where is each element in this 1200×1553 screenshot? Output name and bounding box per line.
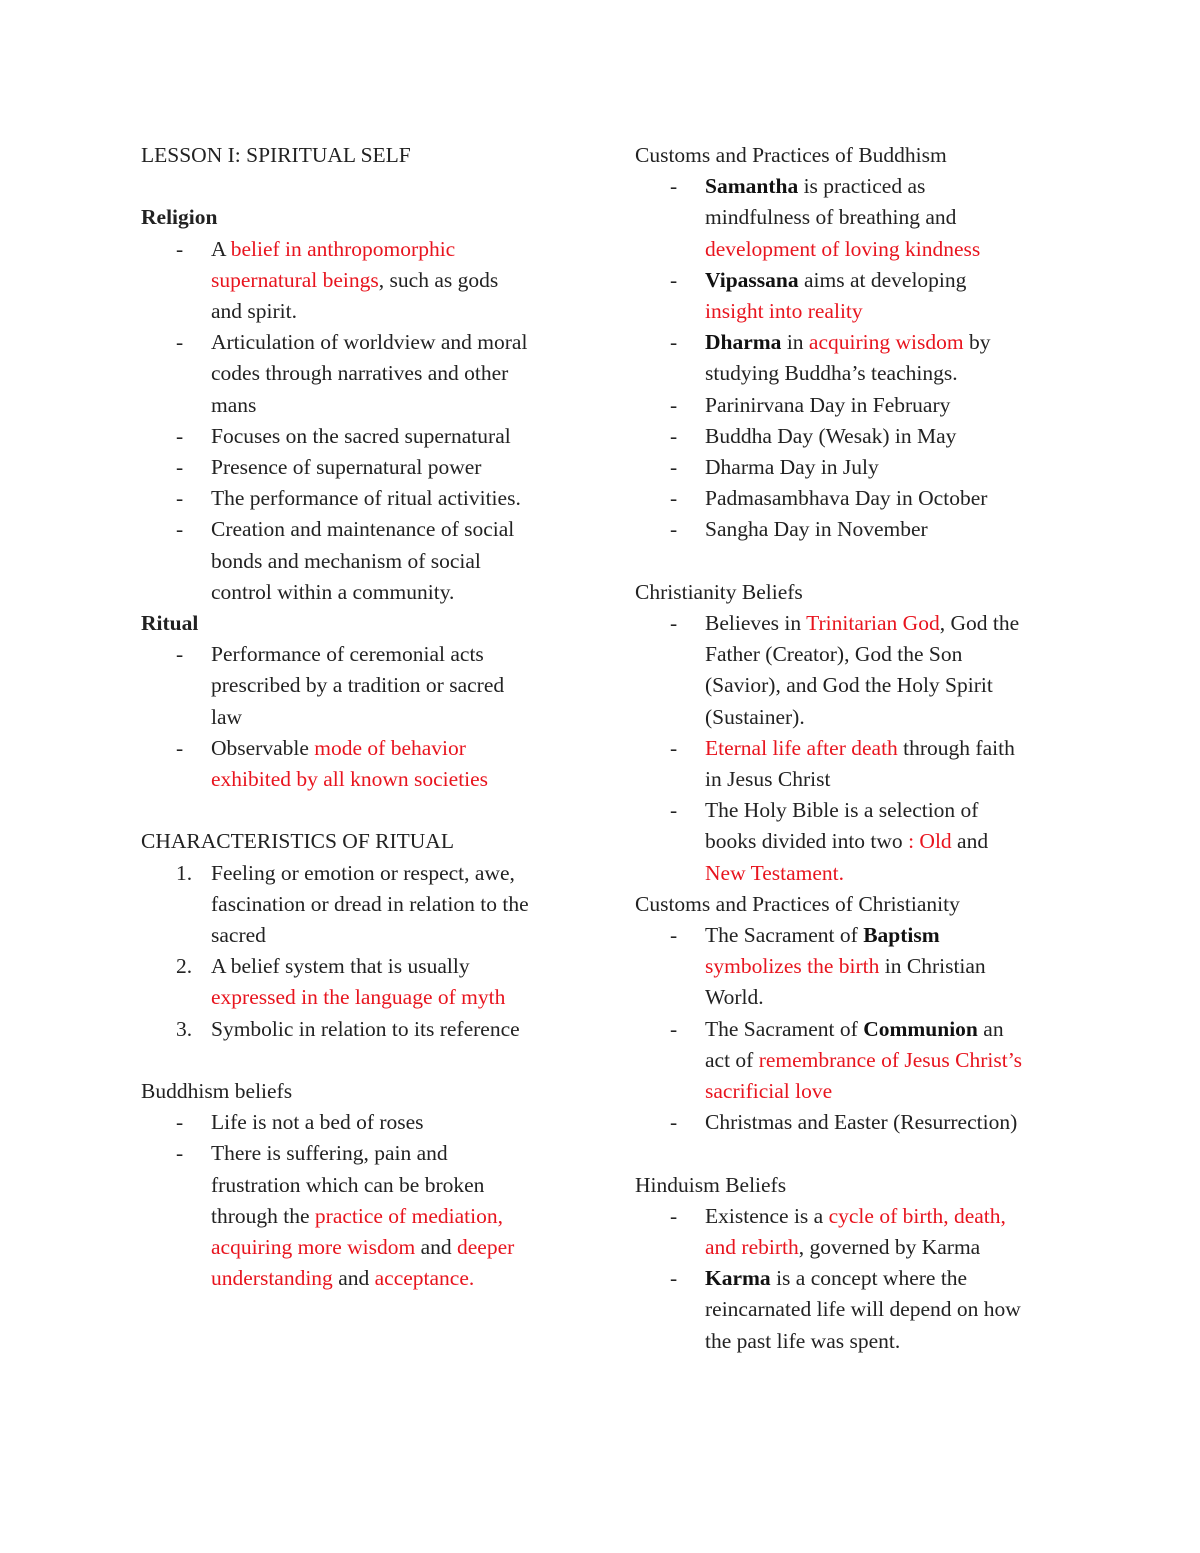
list-item (141, 733, 581, 795)
list-item-text: The Holy Bible is a selection of books divided into two : Old and New Testament. (705, 798, 989, 885)
list-item-text: Sangha Day in November (705, 517, 928, 542)
list-item-text: Eternal life after death through faith in Jesus Christ (705, 735, 1015, 792)
highlighted-text: mode of behavior (314, 735, 466, 760)
blank-line (141, 795, 581, 826)
list-number: 3. (176, 1016, 193, 1041)
highlighted-text: deeper (457, 1235, 515, 1260)
highlighted-text: : Old (908, 829, 952, 854)
list-item (141, 234, 581, 328)
bullet-list (635, 920, 1075, 1138)
bullet-dash: - (670, 330, 678, 355)
list-item (635, 1014, 1075, 1108)
list-item (635, 733, 1075, 795)
list-item-text: Feeling or emotion or respect, awe, fascination or dread in relation to the sacred (211, 860, 529, 948)
bullet-dash: - (176, 486, 184, 511)
list-item (141, 483, 581, 514)
bullet-dash: - (670, 923, 678, 948)
list-item (635, 1201, 1075, 1263)
list-item-text: Parinirvana Day in February (705, 392, 951, 417)
list-item-text: Performance of ceremonial acts prescribed by a tradition or sacred law (211, 642, 505, 729)
list-item-text: There is suffering, pain and frustration which can be broken through the practice of mediation, acquiring more wisdom and deeper understanding and acceptance. (211, 1141, 515, 1291)
heading-ritual: Ritual (141, 611, 199, 636)
list-item (635, 265, 1075, 327)
highlighted-text: symbolizes the birth (705, 954, 880, 979)
list-item-text: Life is not a bed of roses (211, 1110, 424, 1135)
list-item (635, 920, 1075, 1014)
heading-lesson-i-spiritual-self: LESSON I: SPIRITUAL SELF (141, 143, 411, 167)
list-item-text: Padmasambhava Day in October (705, 486, 988, 511)
list-item (635, 608, 1075, 733)
bullet-dash: - (670, 517, 678, 542)
blank-line (141, 171, 581, 202)
list-item-text: The Sacrament of Baptism symbolizes the birth in Christian World. (705, 923, 986, 1010)
list-item (635, 390, 1075, 421)
highlighted-text: and rebirth (705, 1235, 799, 1260)
list-number: 1. (176, 860, 193, 885)
blank-line (635, 546, 1075, 577)
bullet-dash: - (670, 735, 678, 760)
bullet-list (635, 171, 1075, 545)
list-item (635, 327, 1075, 389)
bold-term: Communion (863, 1016, 978, 1041)
list-item (141, 951, 581, 1013)
blank-line (141, 1045, 581, 1076)
bullet-list (141, 234, 581, 608)
list-item-text: Creation and maintenance of social bonds and mechanism of social control within a community. (211, 517, 515, 604)
list-item (635, 514, 1075, 545)
bullet-dash: - (176, 330, 184, 355)
highlighted-text: cycle of birth, death, (828, 1203, 1006, 1228)
heading-hinduism-beliefs: Hinduism Beliefs (635, 1172, 787, 1197)
bullet-dash: - (176, 735, 184, 760)
highlighted-text: New Testament. (705, 860, 845, 885)
bullet-dash: - (176, 236, 184, 261)
list-item (141, 327, 581, 421)
list-item-text: Observable mode of behavior exhibited by all known societies (211, 735, 489, 792)
highlighted-text: insight into reality (705, 299, 863, 324)
heading-buddhism-beliefs: Buddhism beliefs (141, 1079, 293, 1104)
highlighted-text: sacrificial love (705, 1079, 833, 1104)
list-item-text: Symbolic in relation to its reference (211, 1016, 520, 1041)
list-item (635, 1263, 1075, 1357)
list-item-text: Existence is a cycle of birth, death, and rebirth, governed by Karma (705, 1203, 1006, 1260)
highlighted-text: belief in anthropomorphic (230, 236, 456, 261)
list-item-text: The performance of ritual activities. (211, 486, 521, 511)
list-item (141, 421, 581, 452)
highlighted-text: development of loving kindness (705, 236, 981, 261)
list-item (141, 858, 581, 952)
bullet-dash: - (670, 1110, 678, 1135)
highlighted-text: acquiring more wisdom (211, 1235, 416, 1260)
highlighted-text: understanding (211, 1266, 333, 1291)
list-item-text: Karma is a concept where the reincarnated life will depend on how the past life was spent. (705, 1266, 1021, 1353)
bold-term: Karma (705, 1266, 771, 1291)
list-item-text: Dharma in acquiring wisdom by studying Buddha’s teachings. (705, 330, 991, 386)
bullet-list (141, 639, 581, 795)
heading-customs-and-practices-of-buddhism: Customs and Practices of Buddhism (635, 143, 947, 167)
bold-term: Dharma (705, 330, 782, 355)
list-item-text: A belief in anthropomorphic supernatural beings, such as gods and spirit. (211, 236, 499, 323)
list-item-text: A belief system that is usually expressed in the language of myth (211, 954, 506, 1010)
list-item (141, 514, 581, 608)
bullet-dash: - (176, 517, 184, 542)
list-item (635, 452, 1075, 483)
bullet-dash: - (670, 267, 678, 292)
bullet-dash: - (176, 423, 184, 448)
list-item (635, 483, 1075, 514)
numbered-list (141, 858, 581, 1045)
list-item (141, 452, 581, 483)
highlighted-text: Eternal life after death (705, 735, 898, 760)
list-item (635, 421, 1075, 452)
bullet-dash: - (670, 174, 678, 199)
bullet-dash: - (670, 1016, 678, 1041)
highlighted-text: expressed in the language of myth (211, 985, 506, 1010)
list-item (635, 795, 1075, 889)
list-item-text: Dharma Day in July (705, 455, 879, 480)
bullet-dash: - (670, 486, 678, 511)
bullet-list (635, 1201, 1075, 1357)
list-item (635, 1107, 1075, 1138)
bullet-list (141, 1107, 581, 1294)
list-item-text: Christmas and Easter (Resurrection) (705, 1110, 1018, 1135)
heading-religion: Religion (141, 205, 218, 230)
highlighted-text: exhibited by all known societies (211, 767, 489, 792)
list-item-text: Focuses on the sacred supernatural (211, 423, 511, 448)
bullet-dash: - (176, 1141, 184, 1166)
highlighted-text: acquiring wisdom (808, 330, 964, 355)
highlighted-text: remembrance of Jesus Christ’s (758, 1047, 1023, 1072)
list-item-text: The Sacrament of Communion an act of remembrance of Jesus Christ’s sacrificial love (705, 1016, 1023, 1104)
left-column (141, 140, 581, 1294)
heading-christianity-beliefs: Christianity Beliefs (635, 579, 803, 604)
list-item (141, 1107, 581, 1138)
bullet-dash: - (670, 1203, 678, 1228)
bullet-dash: - (670, 392, 678, 417)
bullet-dash: - (176, 455, 184, 480)
bullet-dash: - (176, 1110, 184, 1135)
highlighted-text: supernatural beings (211, 267, 379, 292)
bullet-dash: - (670, 455, 678, 480)
list-item-text: Articulation of worldview and moral codes through narratives and other mans (211, 330, 528, 417)
bullet-dash: - (670, 611, 678, 636)
heading-characteristics-of-ritual: CHARACTERISTICS OF RITUAL (141, 829, 454, 854)
list-item-text: Presence of supernatural power (211, 455, 482, 480)
bold-term: Samantha (705, 174, 799, 199)
bullet-dash: - (176, 642, 184, 667)
list-item-text: Believes in Trinitarian God, God the Father (Creator), God the Son (Savior), and God the Holy Spirit (Sustainer). (705, 611, 1020, 729)
highlighted-text: practice of mediation, (314, 1203, 503, 1228)
bold-term: Vipassana (705, 267, 799, 292)
list-item (635, 171, 1075, 265)
heading-customs-and-practices-of-christianity: Customs and Practices of Christianity (635, 891, 960, 916)
list-item-text: Vipassana aims at developing insight into reality (705, 267, 967, 324)
list-item-text: Samantha is practiced as mindfulness of breathing and development of loving kindness (705, 174, 981, 261)
list-item (141, 1138, 581, 1294)
highlighted-text: acceptance. (374, 1266, 475, 1291)
list-item (141, 1014, 581, 1045)
bullet-list (635, 608, 1075, 889)
list-item-text: Buddha Day (Wesak) in May (705, 423, 957, 448)
list-item (141, 639, 581, 733)
list-number: 2. (176, 954, 193, 979)
blank-line (635, 1138, 1075, 1169)
bullet-dash: - (670, 1266, 678, 1291)
right-column (635, 140, 1075, 1357)
bullet-dash: - (670, 798, 678, 823)
bullet-dash: - (670, 423, 678, 448)
highlighted-text: Trinitarian God (806, 611, 940, 636)
bold-term: Baptism (863, 923, 940, 948)
